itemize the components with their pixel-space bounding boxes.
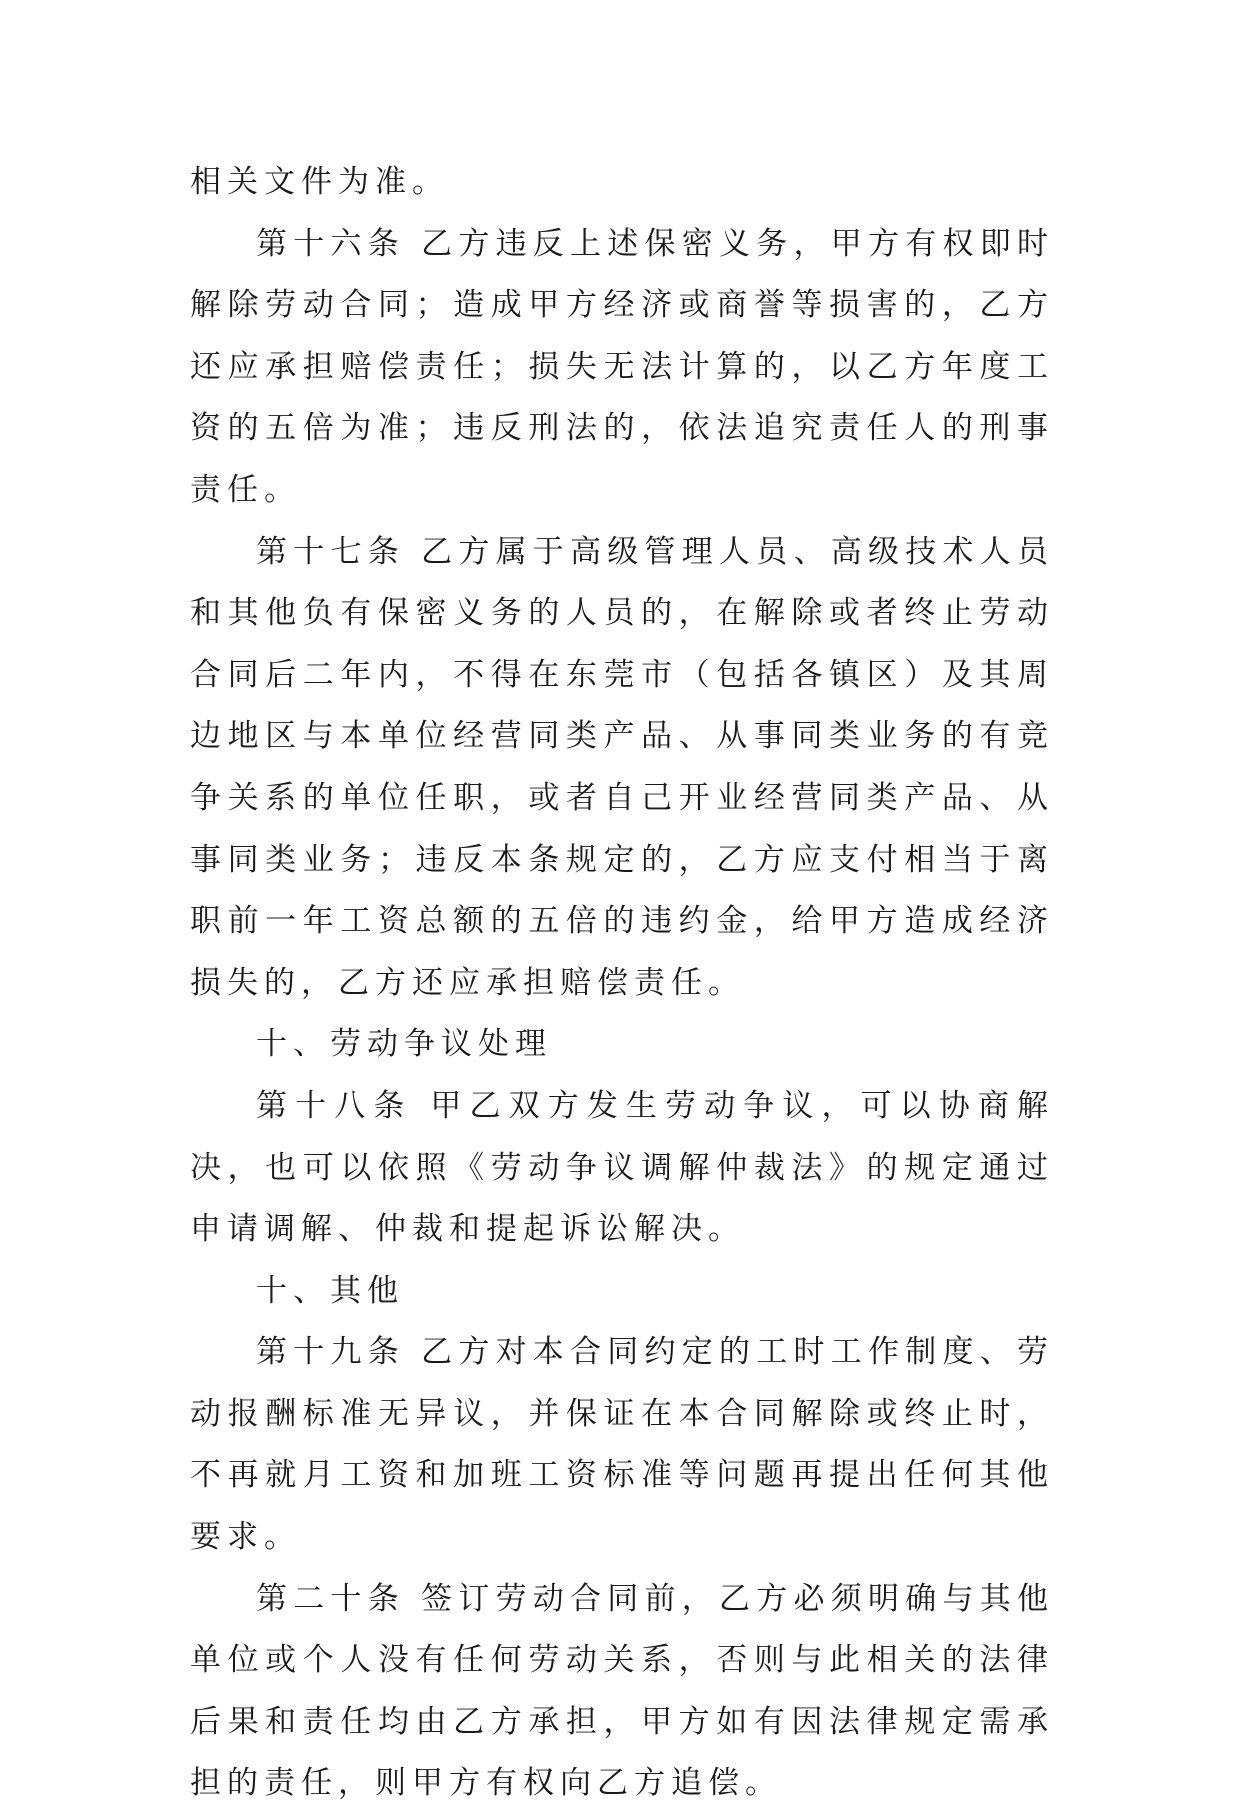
document-body (190, 152, 1054, 1815)
section-heading-other: 十、其他 (256, 1272, 404, 1309)
paragraph-article-18: 第十八条 甲乙双方发生劳动争议，可以协商解决，也可以依照《劳动争议调解仲裁法》的规定通过申请调解、仲裁和提起诉讼解决。 (190, 1087, 1054, 1248)
paragraph-article-16: 第十六条 乙方违反上述保密义务，甲方有权即时解除劳动合同；造成甲方经济或商誉等损害的，乙方还应承担赔偿责任；损失无法计算的，以乙方年度工资的五倍为准；违反刑法的，依法追究责任人的刑事责任。 (190, 225, 1054, 508)
paragraph-continuation: 相关文件为准。 (190, 164, 449, 200)
paragraph-article-19: 第十九条 乙方对本合同约定的工时工作制度、劳动报酬标准无异议，并保证在本合同解除或终止时，不再就月工资和加班工资标准等问题再提出任何其他要求。 (190, 1334, 1054, 1556)
section-heading-labor-dispute: 十、劳动争议处理 (256, 1026, 552, 1063)
paragraph-article-20: 第二十条 签订劳动合同前，乙方必须明确与其他单位或个人没有任何劳动关系，否则与此相关的法律后果和责任均由乙方承担，甲方如有因法律规定需承担的责任，则甲方有权向乙方追偿。 (190, 1580, 1054, 1802)
paragraph-article-17: 第十七条 乙方属于高级管理人员、高级技术人员和其他负有保密义务的人员的，在解除或者终止劳动合同后二年内，不得在东莞市（包括各镇区）及其周边地区与本单位经营同类产品、从事同类业务的有竞争关系的单位任职，或者自己开业经营同类产品、从事同类业务；违反本条规定的，乙方应支付相当于离职前一年工资总额的五倍的违约金，给甲方造成经济损失的，乙方还应承担赔偿责任。 (190, 533, 1054, 1001)
